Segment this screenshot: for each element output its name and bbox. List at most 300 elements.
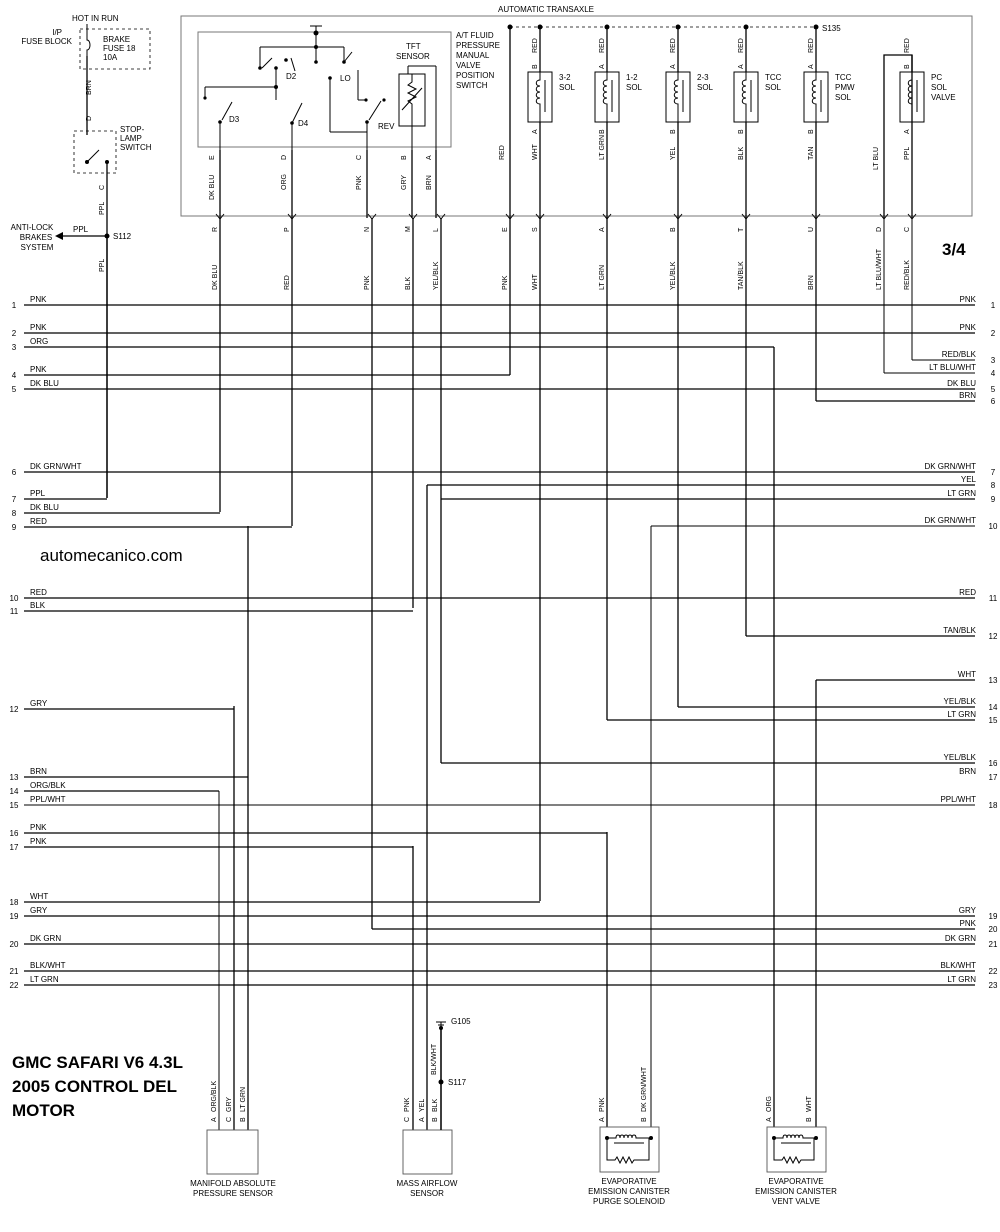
fuse-block-label-2: FUSE BLOCK [21,37,72,46]
right-bus-number: 21 [988,940,998,949]
vent-label-1: EVAPORATIVE [768,1177,824,1186]
transaxle-ltblu-label: LT BLU [873,146,880,170]
connector-wire-label: PNK [502,275,509,290]
maf-label-1: MASS AIRFLOW [396,1179,458,1188]
left-bus-color: ORG/BLK [30,781,66,790]
purge-label-3: PURGE SOLENOID [592,1197,666,1206]
purge-label-2: EMISSION CANISTER [588,1187,670,1196]
left-bus-1 [12,295,975,310]
right-bus-number: 17 [988,773,998,782]
abs-arrow-icon [55,232,63,240]
map-sensor-box [207,1130,258,1174]
connector-pin-B [670,214,682,290]
right-bus-color: DK BLU [947,379,976,388]
thermistor-icon [408,74,416,126]
ps-wire-org: ORG [281,174,288,190]
left-bus-number: 10 [9,594,19,603]
connector-wire-label: LT BLU/WHT [876,249,883,290]
left-bus-18 [10,892,540,907]
right-bus-number: 7 [990,468,996,477]
switch-rev-label: REV [378,122,395,131]
left-bus-color: ORG [30,337,49,346]
title-line-1: GMC SAFARI V6 4.3L [12,1053,183,1072]
fuse-block-area [21,14,150,135]
connector-pin-T [738,214,750,290]
maf-pin-b: B [432,1117,439,1122]
maf-pin-a: A [419,1117,426,1122]
stop-lamp-label-1: STOP- [120,125,145,134]
sol-name-5-2: VALVE [931,93,956,102]
right-bus-color: LT GRN [947,710,976,719]
left-bus-5 [12,379,975,394]
s117-label: S117 [448,1078,467,1087]
purge-solenoid-box [600,1127,659,1172]
right-bus-color: LT GRN [947,975,976,984]
sol-name-3-0: TCC [765,73,782,82]
ps-label-1: A/T FLUID [456,31,494,40]
maf-pin-c: C [404,1116,411,1122]
sol-top-wire-0: RED [532,38,539,53]
sol-bot-wire-2: YEL [670,146,677,160]
left-bus-10 [10,588,975,603]
map-sensor [190,1081,276,1198]
right-bus-number: 2 [990,329,996,338]
left-bus-13 [10,767,248,782]
sol-top-wire-5: RED [904,38,911,53]
left-bus-color: PNK [30,365,47,374]
left-bus-number: 21 [9,967,19,976]
solenoid-coil-icon [603,72,607,122]
right-bus-color: BRN [959,767,976,776]
abs-branch [11,223,132,272]
right-bus-number: 11 [988,594,998,603]
connector-pin-N [364,214,376,290]
right-bus-number: 13 [988,676,998,685]
right-bus-number: 16 [988,759,998,768]
ps-label-3: MANUAL [456,51,490,60]
left-bus-number: 9 [11,523,17,532]
tft-wire-gry: GRY [401,174,408,190]
tft-pin-b: B [401,155,408,160]
transaxle-outline [181,16,972,216]
left-bus-color: GRY [30,699,48,708]
left-bus-number: 7 [11,495,17,504]
vertical-interconnects [107,218,912,1210]
right-bus-color: YEL [960,475,976,484]
left-bus-number: 18 [9,898,19,907]
solenoid-1 [595,27,643,218]
abs-ppl-label: PPL [73,225,89,234]
fuse-block-label-1: I/P [52,28,62,37]
vent-pin-a: A [766,1117,773,1122]
right-bus-color: RED [959,588,976,597]
left-bus-number: 6 [11,468,17,477]
sol-bot-pin-0: A [532,129,539,134]
connector-pin-L [433,214,445,290]
s135-label: S135 [822,24,841,33]
right-bus-22 [940,961,998,976]
right-bus-color: BLK/WHT [940,961,976,970]
left-bus-color: DK GRN [30,934,62,943]
page-indicator: 3/4 [942,240,966,259]
ps-wire-pnk: PNK [356,175,363,190]
left-bus-number: 20 [9,940,19,949]
maf-wire-pnk: PNK [404,1097,411,1112]
sol-name-4-1: PMW [835,83,855,92]
ps-pin-e: E [209,155,216,160]
transaxle-red-label: RED [499,145,506,160]
fuse-label-3: 10A [103,53,118,62]
fuse-label-2: FUSE 18 [103,44,136,53]
right-bus-color: PNK [959,295,976,304]
left-bus-7 [12,489,107,504]
left-bus-12 [10,699,234,714]
left-bus-14 [10,781,219,796]
right-bus-20 [372,919,998,934]
purge-wire-pnk: PNK [599,1097,606,1112]
left-bus-color: PNK [30,295,47,304]
right-bus-number: 14 [988,703,998,712]
left-bus-11 [10,601,413,616]
ps-pin-c: C [356,154,363,160]
fuse-pin-d: D [86,115,93,121]
right-bus-21 [945,934,998,949]
right-bus-color: PNK [959,919,976,928]
right-bus-6 [816,391,996,406]
stop-lamp-label-3: SWITCH [120,143,152,152]
map-pin-c: C [226,1116,233,1122]
left-bus-6 [12,462,975,477]
right-bus-color: PPL/WHT [940,795,976,804]
hot-in-run-label: HOT IN RUN [72,14,119,23]
ps-label-6: SWITCH [456,81,488,90]
title-line-2: 2005 CONTROL DEL [12,1077,178,1096]
sol-top-pin-4: A [808,64,815,69]
maf-ground-wire: BLK/WHT [431,1043,438,1075]
pc-valve-loop-wire [884,55,912,218]
left-bus-3 [12,337,774,352]
connector-wire-label: WHT [532,274,539,290]
right-bus-number: 5 [990,385,996,394]
left-bus-number: 8 [11,509,17,518]
right-bus-color: LT GRN [947,489,976,498]
maf-wire-yel: YEL [419,1098,426,1112]
connector-wire-label: PNK [364,275,371,290]
right-bus-color: LT BLU/WHT [929,363,976,372]
left-bus-number: 5 [11,385,17,394]
sol-top-wire-4: RED [808,38,815,53]
switch-blade [87,150,99,162]
connector-pin-label: C [904,226,911,232]
right-bus-number: 12 [988,632,998,641]
stop-lamp-outline [74,131,116,173]
sol-name-3-1: SOL [765,83,782,92]
purge-label-1: EVAPORATIVE [601,1177,657,1186]
abs-label-1: ANTI-LOCK [10,223,54,232]
right-bus-1 [960,295,996,310]
sol-name-1-0: 1-2 [626,73,638,82]
sol-bot-pin-3: B [738,129,745,134]
right-bus-number: 6 [990,397,996,406]
connector-pin-label: U [808,226,815,232]
right-bus-2 [960,323,996,338]
tft-wire-brn: BRN [426,175,433,190]
ppl-wire-label-lower: PPL [99,258,106,272]
solenoid-5 [900,38,956,160]
sol-bot-pin-4: B [808,129,815,134]
right-bus-11 [959,588,998,603]
right-bus-color: DK GRN/WHT [924,462,976,471]
automatic-transaxle [181,5,972,218]
sol-top-pin-3: A [738,64,745,69]
left-bus-color: BLK/WHT [30,961,66,970]
stop-lamp-switch [74,125,152,498]
map-wire-orgblk: ORG/BLK [211,1080,218,1112]
sol-top-pin-5: B [904,64,911,69]
tft-label-1: TFT [406,42,421,51]
right-bus-number: 15 [988,716,998,725]
right-bus-number: 1 [990,301,996,310]
left-bus-number: 1 [11,301,17,310]
ps-pin-d: D [281,154,288,160]
watermark: automecanico.com [40,546,183,565]
map-wire-ltgrn: LT GRN [240,1086,247,1112]
sol-top-wire-2: RED [670,38,677,53]
vent-label-3: VENT VALVE [771,1197,821,1206]
sol-bot-wire-0: WHT [532,144,539,160]
connector-pin-A [599,214,611,290]
sol-name-4-2: SOL [835,93,852,102]
connector-pin-label: A [599,227,606,232]
left-bus-number: 4 [11,371,17,380]
connector-wire-label: TAN/BLK [738,261,745,290]
left-bus-16 [10,823,607,838]
left-bus-color: WHT [30,892,49,901]
left-bus-color: RED [30,517,47,526]
connector-pin-D [876,214,888,290]
left-bus-2 [12,323,975,338]
connector-pin-R [212,214,224,290]
sol-name-4-0: TCC [835,73,852,82]
map-pin-b: B [240,1117,247,1122]
right-bus-number: 19 [988,912,998,921]
sol-name-5-0: PC [931,73,943,82]
sol-top-wire-1: RED [599,38,606,53]
fuse-label-1: BRAKE [103,35,131,44]
vent-valve-box [767,1127,826,1172]
right-bus-color: GRY [958,906,976,915]
left-bus-15 [10,795,975,810]
vent-valve [755,1095,837,1206]
connector-pin-M [405,214,417,290]
connector-pin-label: R [212,226,219,232]
left-bus-22 [10,975,975,990]
connector-pin-S [532,214,544,290]
fuse-symbol [87,33,90,56]
connector-pin-label: P [284,227,291,232]
ps-label-5: POSITION [456,71,495,80]
map-pin-a: A [211,1117,218,1122]
sol-name-0-0: 3-2 [559,73,571,82]
left-bus-number: 17 [9,843,19,852]
connector-pin-label: M [405,226,412,232]
right-bus-color: RED/BLK [941,350,976,359]
sol-name-1-1: SOL [626,83,643,92]
right-bus-color: YEL/BLK [943,697,976,706]
right-bus-15 [607,710,998,725]
connector-pin-E [502,214,514,290]
connector-pin-U [808,214,820,290]
connector-pin-C [904,214,916,290]
sol-bot-pin-2: B [670,129,677,134]
left-bus-number: 15 [9,801,19,810]
purge-wire-dkgrnwht: DK GRN/WHT [641,1066,648,1112]
sol-bot-wire-1: LT GRN [599,134,606,160]
right-bus-10 [651,516,998,531]
sol-name-5-1: SOL [931,83,948,92]
vent-label-2: EMISSION CANISTER [755,1187,837,1196]
tft-sensor [396,42,436,150]
solenoid-4 [804,27,855,218]
vent-pin-b: B [806,1117,813,1122]
right-bus-color: PNK [959,323,976,332]
connector-pin-label: N [364,226,371,232]
tft-pin-a: A [426,155,433,160]
left-bus-4 [12,365,510,380]
right-bus-4 [884,363,996,378]
connector-pin-label: E [502,227,509,232]
left-bus-number: 3 [11,343,17,352]
vent-wire-org: ORG [766,1096,773,1112]
left-bus-color: DK GRN/WHT [30,462,82,471]
sol-top-wire-3: RED [738,38,745,53]
connector-pin-label: B [670,227,677,232]
solenoid-coil-icon [812,72,816,122]
connector-wire-label: RED [284,275,291,290]
connector-wire-label: RED/BLK [904,260,911,290]
map-label-2: PRESSURE SENSOR [192,1189,274,1198]
left-bus-color: LT GRN [30,975,59,984]
connector-wire-label: DK BLU [212,264,219,290]
brn-wire-label: BRN [86,80,93,95]
connector-wire-label: YEL/BLK [670,261,677,290]
left-bus-number: 16 [9,829,19,838]
connector-wire-label: BLK [405,276,412,290]
s112-label: S112 [113,232,132,241]
bus-lines [10,295,998,990]
switch-lo-label: LO [340,74,351,83]
right-bus-number: 4 [990,369,996,378]
right-bus-number: 18 [988,801,998,810]
sol-top-pin-2: A [670,64,677,69]
maf-wire-blk: BLK [432,1098,439,1112]
sol-top-pin-1: A [599,64,606,69]
connector-pin-P [284,214,296,290]
switch-d3-label: D3 [229,115,240,124]
connector-wire-label: YEL/BLK [433,261,440,290]
purge-pin-b: B [641,1117,648,1122]
left-bus-color: PPL [30,489,46,498]
ps-label-2: PRESSURE [456,41,501,50]
ppl-wire-label-upper: PPL [99,201,106,215]
abs-label-2: BRAKES [19,233,53,242]
solenoid-coil-icon [536,72,540,122]
right-bus-17 [959,767,998,782]
g105-label: G105 [451,1017,471,1026]
right-bus-color: DK GRN/WHT [924,516,976,525]
left-bus-color: GRY [30,906,48,915]
title-line-3: MOTOR [12,1101,75,1120]
left-bus-20 [10,934,975,949]
connector-pin-label: T [738,227,745,232]
left-bus-number: 13 [9,773,19,782]
maf-sensor-box [403,1130,452,1174]
right-bus-23 [947,975,998,990]
left-bus-color: PPL/WHT [30,795,66,804]
left-bus-number: 12 [9,705,19,714]
solenoid-2 [666,27,714,218]
harness-connector [212,214,916,290]
right-bus-color: WHT [957,670,976,679]
left-bus-8 [12,503,220,518]
left-bus-number: 11 [9,607,19,616]
right-bus-color: YEL/BLK [943,753,976,762]
maf-sensor [397,1017,472,1198]
stop-lamp-pin-c: C [99,184,106,190]
switch-d4-label: D4 [298,119,309,128]
vent-wire-wht: WHT [806,1096,813,1112]
maf-label-2: SENSOR [410,1189,444,1198]
left-bus-number: 14 [9,787,19,796]
sol-name-0-1: SOL [559,83,576,92]
left-bus-color: RED [30,588,47,597]
left-bus-9 [12,517,292,532]
map-wire-gry: GRY [226,1096,233,1112]
right-bus-number: 3 [990,356,996,365]
solenoid-3 [734,27,782,218]
transaxle-title: AUTOMATIC TRANSAXLE [498,5,595,14]
left-bus-21 [10,961,975,976]
right-bus-number: 8 [990,481,996,490]
right-bus-16 [441,753,998,768]
right-bus-8 [427,475,996,490]
connector-pin-label: S [532,227,539,232]
left-bus-17 [10,837,413,852]
sol-name-2-1: SOL [697,83,714,92]
right-bus-color: TAN/BLK [943,626,976,635]
left-bus-color: PNK [30,823,47,832]
purge-pin-a: A [599,1117,606,1122]
ps-wire-dkblu: DK BLU [209,174,216,200]
connector-wire-label: LT GRN [599,264,606,290]
switch-network [203,26,385,150]
ps-label-4: VALVE [456,61,481,70]
right-bus-12 [746,626,998,641]
left-bus-number: 22 [9,981,19,990]
solenoid-coil-icon [742,72,746,122]
sol-name-2-0: 2-3 [697,73,709,82]
solenoid-coil-icon [674,72,678,122]
left-bus-color: DK BLU [30,379,59,388]
right-bus-number: 23 [988,981,998,990]
right-bus-13 [816,670,998,685]
left-bus-color: PNK [30,837,47,846]
right-bus-number: 10 [988,522,998,531]
left-bus-color: PNK [30,323,47,332]
abs-label-3: SYSTEM [20,243,54,252]
right-bus-color: DK GRN [944,934,976,943]
right-bus-number: 9 [990,495,996,504]
